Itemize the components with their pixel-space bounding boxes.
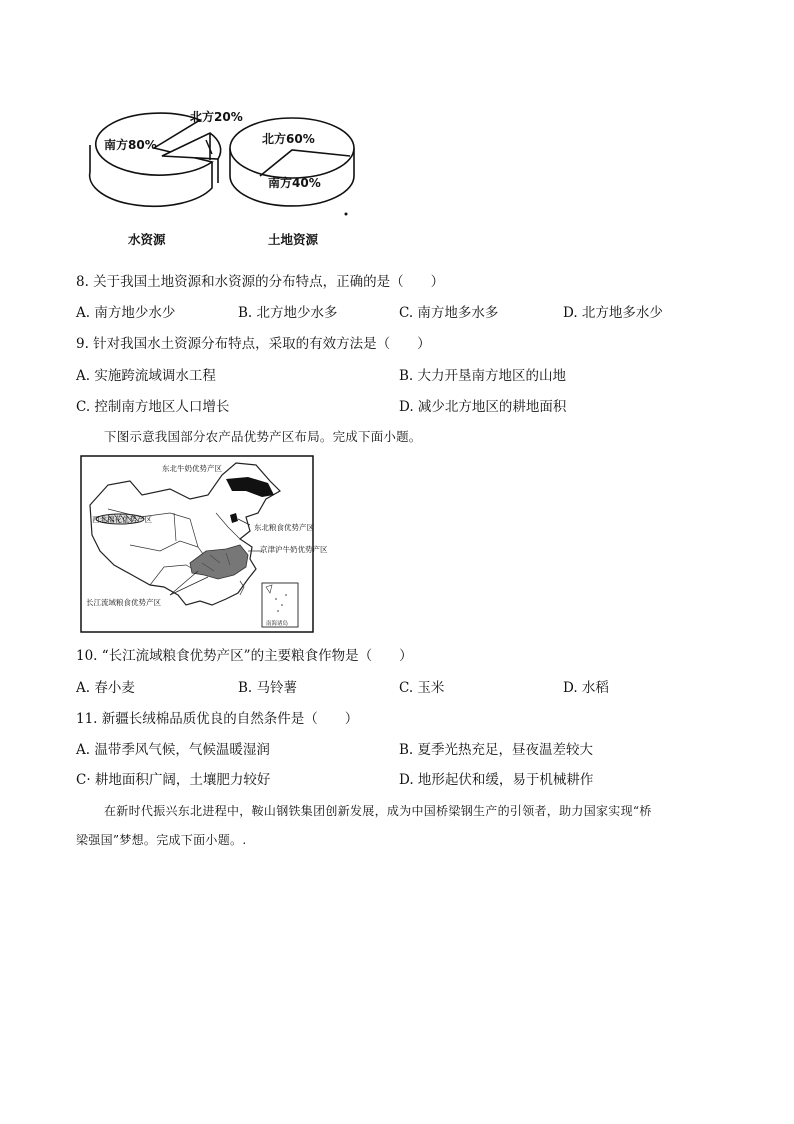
q9-option-b: B. 大力开垦南方地区的山地: [399, 368, 567, 384]
q8-option-b: B. 北方地少水多: [238, 305, 338, 321]
q8-option-d: D. 北方地多水少: [563, 305, 663, 321]
water-pie: [90, 113, 221, 206]
q9-option-c: C. 控制南方地区人口增长: [76, 399, 230, 415]
intro-map: 下图示意我国部分农产品优势产区布局。完成下面小题。: [104, 429, 422, 444]
q8-stem: 8. 关于我国土地资源和水资源的分布特点，正确的是（ ）: [76, 274, 445, 290]
map-label-jingjinhu-dairy: 京津沪牛奶优势产区: [260, 545, 328, 554]
map-label-xibei-cotton: 西北棉花优势产区: [92, 515, 152, 524]
q8-option-c: C. 南方地多水多: [399, 305, 499, 321]
q9-option-d: D. 减少北方地区的耕地面积: [399, 399, 567, 415]
q10-option-a: A. 春小麦: [76, 680, 135, 696]
q11-stem: 11. 新疆长绒棉品质优良的自然条件是（ ）: [76, 711, 359, 727]
q11-option-a: A. 温带季风气候，气候温暖湿润: [76, 742, 270, 758]
q10-option-d: D. 水稻: [563, 680, 609, 696]
water-south-label: 南方80%: [104, 138, 157, 152]
q8-option-a: A. 南方地少水少: [76, 305, 176, 321]
water-north-label: 北方20%: [190, 110, 243, 124]
map-label-yangtze-grain: 长江流域粮食优势产区: [86, 598, 161, 607]
map-label-dongbei-dairy: 东北牛奶优势产区: [162, 464, 222, 473]
map-label-dongbei-grain: 东北粮食优势产区: [254, 523, 314, 532]
map-label-south-sea: 南海诸岛: [266, 621, 289, 627]
q10-stem: 10. “长江流域粮食优势产区”的主要粮食作物是（ ）: [76, 648, 413, 664]
q9-stem: 9. 针对我国水土资源分布特点，采取的有效方法是（ ）: [76, 336, 431, 352]
q11-option-b: B. 夏季光热充足，昼夜温差较大: [399, 742, 594, 758]
land-north-label: 北方60%: [262, 132, 315, 146]
intro-anshan-line2: 梁强国”梦想。完成下面小题。.: [76, 833, 247, 847]
q10-option-b: B. 马铃薯: [238, 680, 298, 696]
land-south-label: 南方40%: [268, 176, 321, 190]
q11-option-c: C· 耕地面积广阔，土壤肥力较好: [76, 772, 271, 788]
q9-option-a: A. 实施跨流域调水工程: [76, 368, 216, 384]
intro-anshan-line1: 在新时代振兴东北进程中，鞍山钢铁集团创新发展，成为中国桥梁钢生产的引领者，助力国家实现“桥: [104, 804, 652, 818]
q11-option-d: D. 地形起伏和缓，易于机械耕作: [399, 772, 594, 788]
q10-option-c: C. 玉米: [399, 680, 445, 696]
land-caption: 土地资源: [268, 232, 319, 247]
water-caption: 水资源: [128, 232, 166, 247]
